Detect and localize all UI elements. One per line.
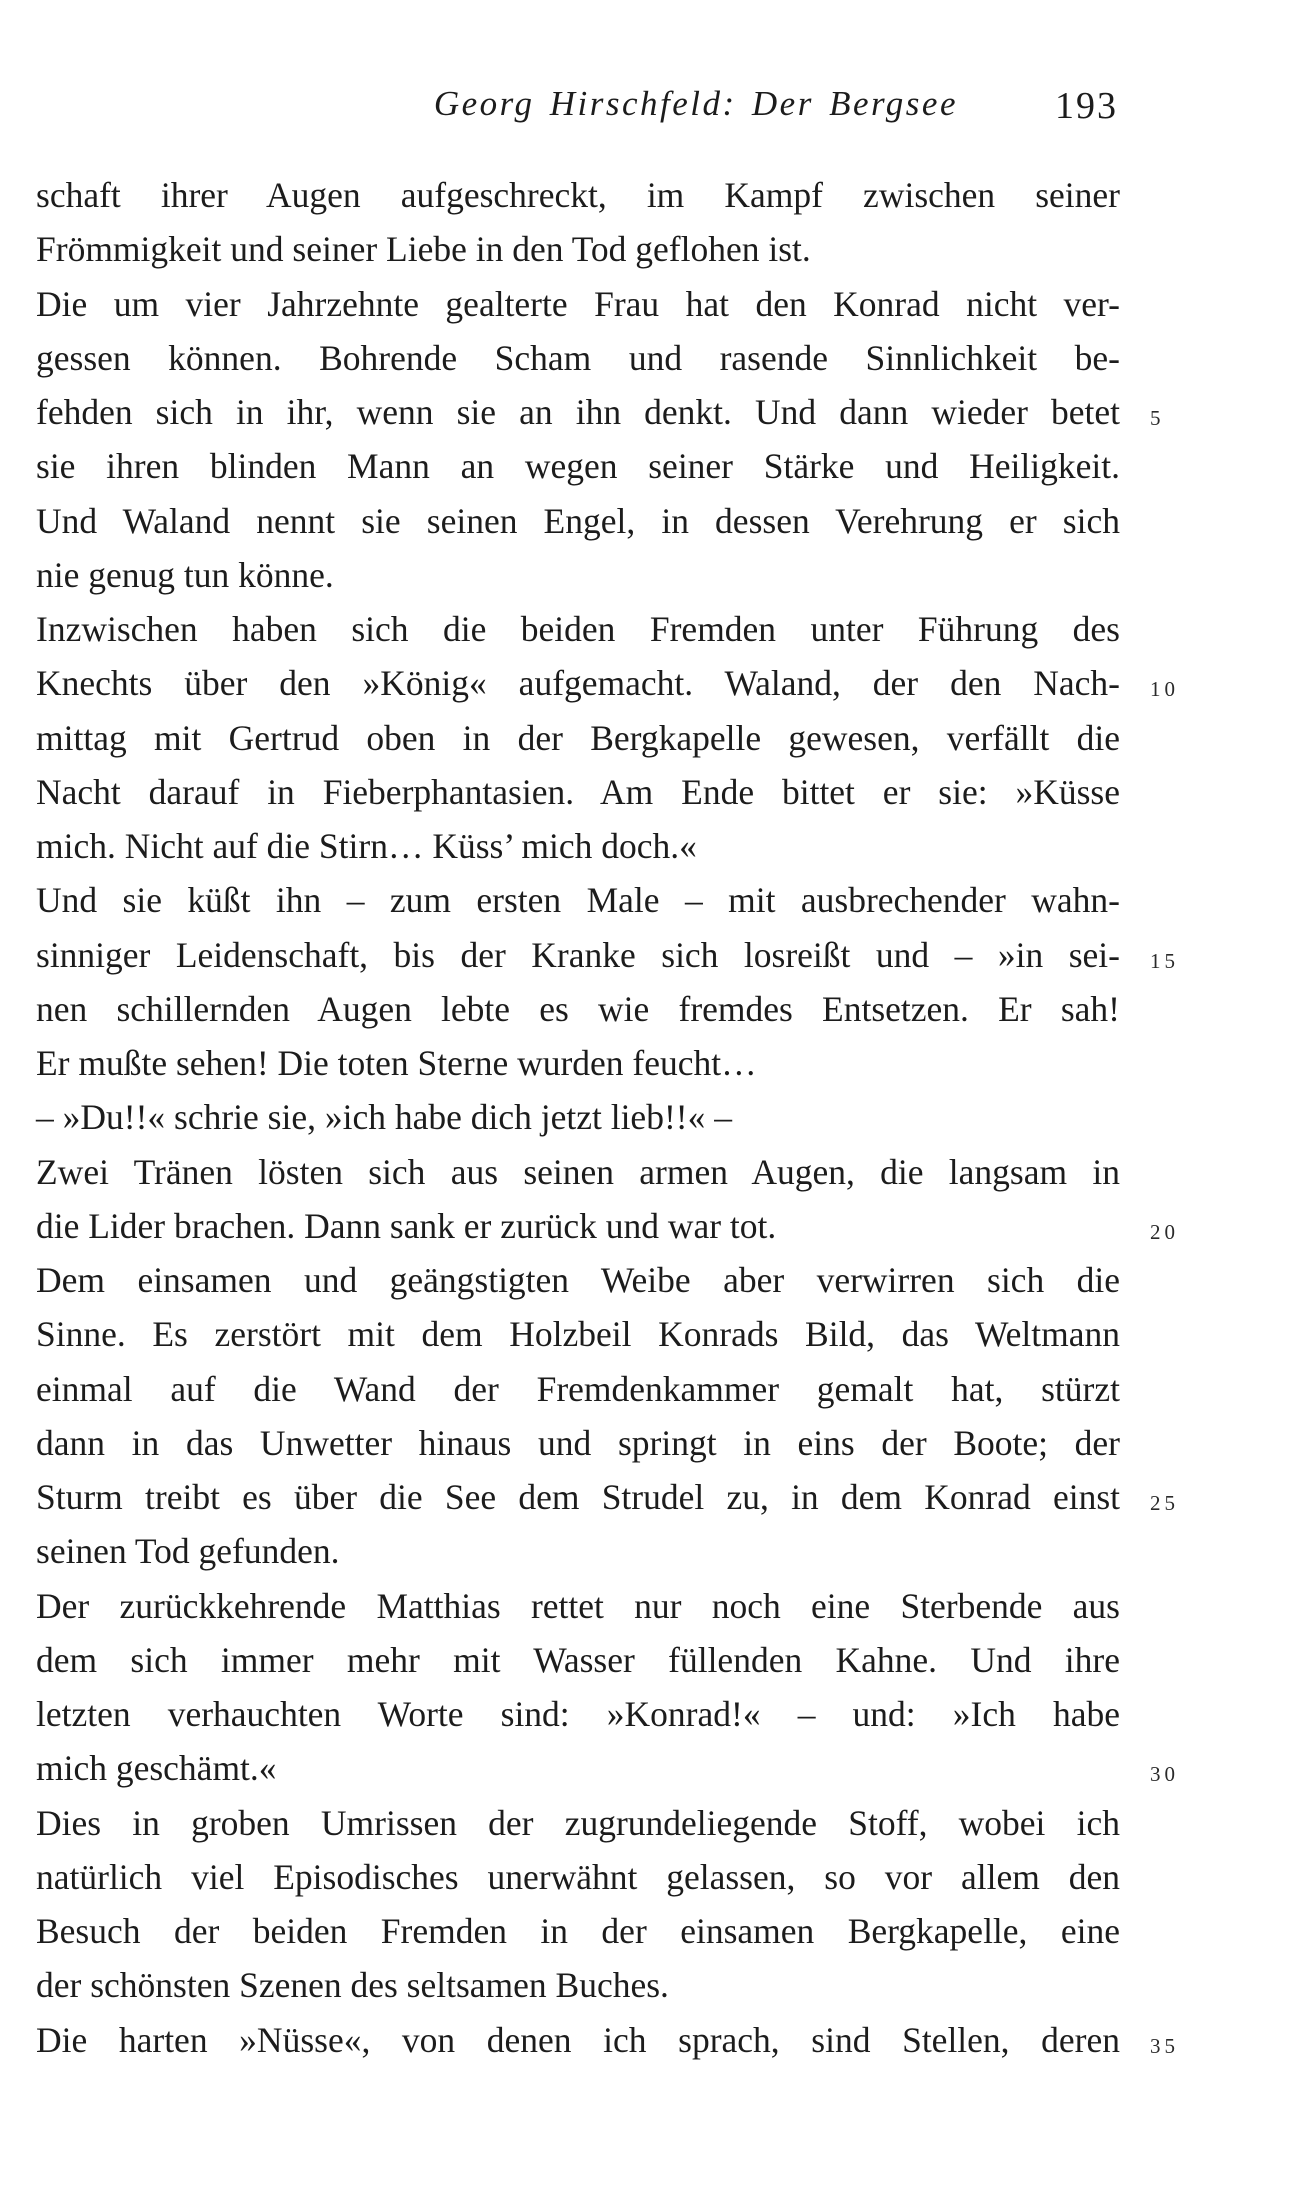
text-line [36, 1036, 1120, 1090]
text-line-content: seinen Tod gefunden. [36, 1531, 340, 1572]
text-line-content: Sinne. Es zerstört mit dem Holzbeil Konrads Bild, das Weltmann [36, 1314, 1120, 1355]
text-line [36, 1687, 1120, 1741]
text-line [36, 1416, 1120, 1470]
text-line [36, 819, 1120, 873]
text-line-content: mich geschämt.« [36, 1748, 277, 1789]
text-line-content: Dem einsamen und geängstigten Weibe aber verwirren sich die [36, 1260, 1120, 1300]
text-line [36, 711, 1120, 765]
text-line-content: einmal auf die Wand der Fremdenkammer gemalt hat, stürzt [36, 1368, 1120, 1409]
text-line [36, 1904, 1120, 1958]
line-number: 25 [1150, 1491, 1179, 1515]
text-line-content: Die um vier Jahrzehnte gealterte Frau hat den Konrad nicht ver- [36, 283, 1120, 324]
running-title: Georg Hirschfeld: Der Bergsee [433, 84, 958, 123]
text-line-content: sinniger Leidenschaft, bis der Kranke sich losreißt und – »in sei- [36, 934, 1120, 975]
line-number: 30 [1150, 1762, 1179, 1787]
text-line-content: natürlich viel Episodisches unerwähnt gelassen, so vor allem den [36, 1856, 1120, 1897]
text-line [36, 1307, 1120, 1361]
page-number: 193 [1055, 85, 1118, 127]
text-line [36, 1090, 1120, 1144]
line-number: 5 [1150, 406, 1165, 430]
text-line [36, 222, 1120, 276]
text-line-content: dann in das Unwetter hinaus und springt in eins der Boote; der [36, 1422, 1120, 1463]
text-line [36, 656, 1179, 710]
text-line-content: mittag mit Gertrud oben in der Bergkapelle gewesen, verfällt die [36, 717, 1120, 758]
text-line [36, 1470, 1179, 1524]
body-text [36, 168, 1179, 2067]
text-line [36, 1145, 1120, 1199]
text-line-content: dem sich immer mehr mit Wasser füllenden Kahne. Und ihre [36, 1639, 1120, 1680]
text-line-content: nie genug tun könne. [36, 554, 334, 595]
text-line-content: der schönsten Szenen des seltsamen Buches. [36, 1965, 669, 2006]
line-number: 10 [1150, 677, 1179, 702]
text-line-content: sie ihren blinden Mann an wegen seiner Stärke und Heiligkeit. [36, 446, 1120, 487]
text-line-content: mich. Nicht auf die Stirn… Küss’ mich doch.« [36, 826, 697, 866]
text-line-content: letzten verhauchten Worte sind: »Konrad!« – und: »Ich habe [36, 1694, 1120, 1734]
text-line-content: die Lider brachen. Dann sank er zurück und war tot. [36, 1205, 777, 1246]
text-line [36, 385, 1165, 439]
text-line-content: Zwei Tränen lösten sich aus seinen armen Augen, die langsam in [36, 1151, 1120, 1192]
text-line-content: Die harten »Nüsse«, von denen ich sprach, sind Stellen, deren [36, 2019, 1120, 2060]
text-line-content: Nacht darauf in Fieberphantasien. Am Ende bittet er sie: »Küsse [36, 771, 1120, 812]
text-line [36, 1362, 1120, 1416]
text-line [36, 1958, 1120, 2012]
text-line [36, 1253, 1120, 1307]
text-line-content: schaft ihrer Augen aufgeschreckt, im Kampf zwischen seiner [36, 175, 1120, 215]
text-line [36, 331, 1120, 385]
line-number: 15 [1150, 948, 1179, 973]
text-line [36, 1579, 1120, 1633]
text-line-content: Und Waland nennt sie seinen Engel, in dessen Verehrung er sich [36, 500, 1120, 541]
text-line [36, 2013, 1179, 2067]
text-line [36, 439, 1120, 493]
text-line-content: Frömmigkeit und seiner Liebe in den Tod geflohen ist. [36, 229, 811, 270]
text-line [36, 602, 1120, 656]
text-line-content: gessen können. Bohrende Scham und rasende Sinnlichkeit be- [36, 337, 1120, 378]
text-line-content: Er mußte sehen! Die toten Sterne wurden feucht… [36, 1043, 757, 1083]
text-line [36, 1850, 1120, 1904]
text-line-content: Inzwischen haben sich die beiden Fremden unter Führung des [36, 609, 1120, 649]
text-line [36, 548, 1120, 602]
text-line [36, 873, 1120, 927]
text-line [36, 1741, 1179, 1795]
text-line [36, 1199, 1179, 1253]
text-line [36, 928, 1179, 982]
text-line [36, 1633, 1120, 1687]
text-line-content: Dies in groben Umrissen der zugrundeliegende Stoff, wobei ich [36, 1802, 1120, 1843]
text-line [36, 494, 1120, 548]
text-line [36, 1796, 1120, 1850]
text-line-content: nen schillernden Augen lebte es wie fremdes Entsetzen. Er sah! [36, 988, 1120, 1029]
line-number: 35 [1150, 2033, 1179, 2058]
text-line-content: Besuch der beiden Fremden in der einsamen Bergkapelle, eine [36, 1911, 1120, 1951]
text-line-content: Sturm treibt es über die See dem Strudel zu, in dem Konrad einst [36, 1477, 1120, 1517]
text-line [36, 277, 1120, 331]
text-line-content: Der zurückkehrende Matthias rettet nur noch eine Sterbende aus [36, 1585, 1120, 1626]
text-line [36, 765, 1120, 819]
line-number: 20 [1150, 1219, 1179, 1244]
text-line-content: – »Du!!« schrie sie, »ich habe dich jetzt lieb!!« – [36, 1097, 732, 1138]
text-line-content: Und sie küßt ihn – zum ersten Male – mit ausbrechender wahn- [36, 880, 1120, 921]
text-line [36, 982, 1120, 1036]
text-line [36, 1524, 1120, 1578]
text-line-content: fehden sich in ihr, wenn sie an ihn denkt. Und dann wieder betet [36, 392, 1120, 432]
text-line [36, 168, 1120, 222]
text-line-content: Knechts über den »König« aufgemacht. Waland, der den Nach- [36, 663, 1120, 704]
running-head [0, 84, 1294, 134]
